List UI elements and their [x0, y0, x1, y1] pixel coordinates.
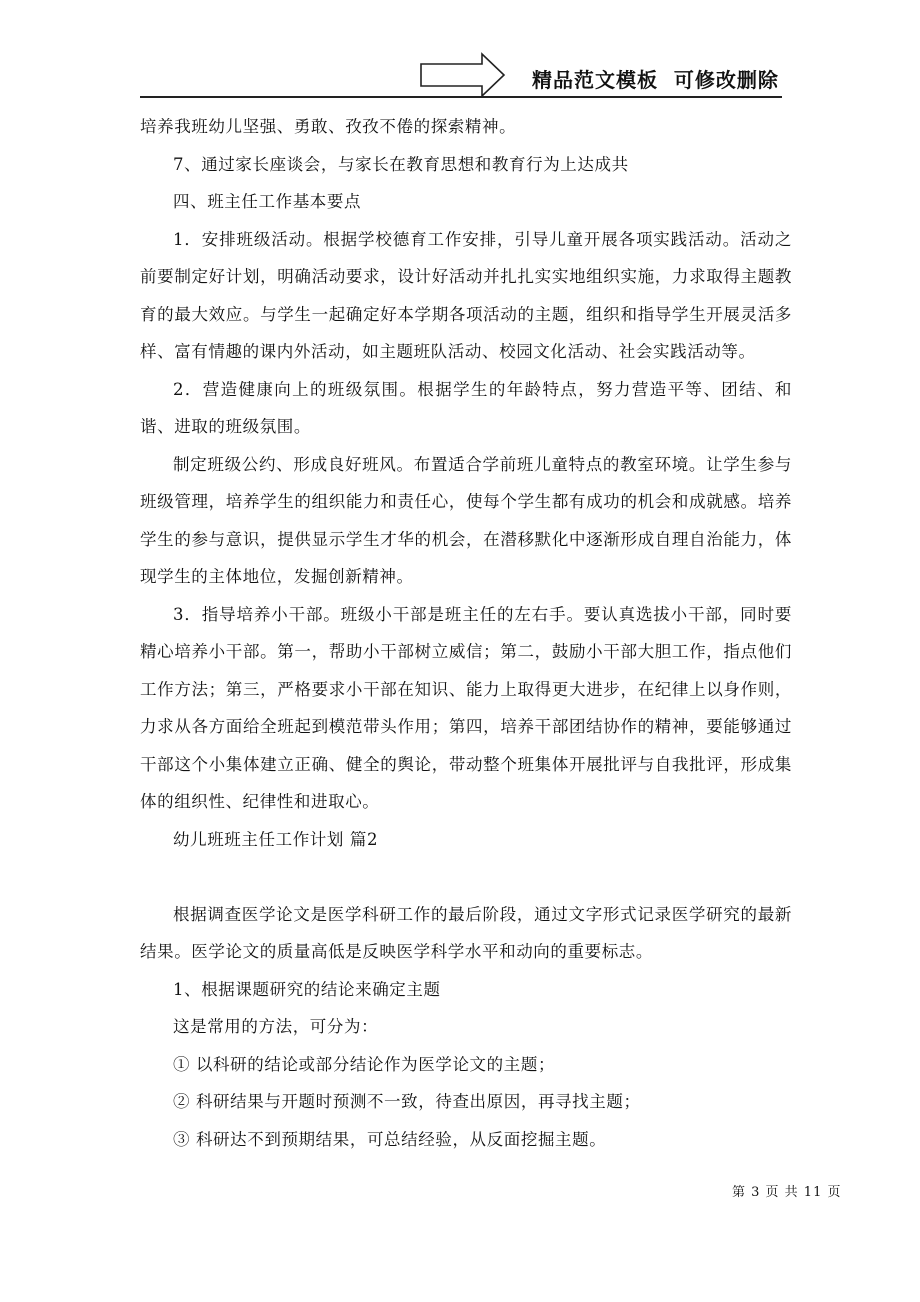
list-item: ③ 科研达不到预期结果，可总结经验，从反面挖掘主题。 — [173, 1129, 607, 1149]
paragraph: 制定班级公约、形成良好班风。布置适合学前班儿童特点的教室环境。让学生参与班级管理，培养学生的组织能力和责任心，使每个学生都有成功的机会和成就感。培养学生的参与意识，提供显示学生才华的机会，在潜移默化中逐渐形成自理自治能力，体现学生的主体地位，发掘创新精神。 — [140, 454, 792, 586]
blank-line — [140, 858, 792, 896]
paragraph: 1．安排班级活动。根据学校德育工作安排，引导儿童开展各项实践活动。活动之前要制定好计划，明确活动要求，设计好活动并扎扎实实地组织实施，力求取得主题教育的最大效应。与学生一起确定好本学期各项活动的主题，组织和指导学生开展灵活多样、富有情趣的课内外活动，如主题班队活动、校园文化活动、社会实践活动等。 — [140, 229, 792, 361]
paragraph: 7、通过家长座谈会，与家长在教育思想和教育行为上达成共 — [173, 154, 629, 174]
section-heading: 四、班主任工作基本要点 — [173, 192, 362, 211]
paragraph: 3．指导培养小干部。班级小干部是班主任的左右手。要认真选拔小干部，同时要精心培养小干部。第一，帮助小干部树立威信；第二，鼓励小干部大胆工作，指点他们工作方法；第三，严格要求小干部在知识、能力上取得更大进步，在纪律上以身作则，力求从各方面给全班起到模范带头作用；第四，培养干部团结协作的精神，要能够通过干部这个小集体建立正确、健全的舆论，带动整个班集体开展批评与自我批评，形成集体的组织性、纪律性和进取心。 — [140, 604, 792, 811]
paragraph: 根据调查医学论文是医学科研工作的最后阶段，通过文字形式记录医学研究的最新结果。医学论文的质量高低是反映医学科学水平和动向的重要标志。 — [140, 904, 792, 961]
list-item: ② 科研结果与开题时预测不一致，待查出原因，再寻找主题； — [173, 1092, 641, 1111]
paragraph: 1、根据课题研究的结论来确定主题 — [173, 979, 441, 999]
paragraph: 2．营造健康向上的班级氛围。根据学生的年龄特点，努力营造平等、团结、和谐、进取的班级氛围。 — [140, 379, 792, 436]
paragraph: 培养我班幼儿坚强、勇敢、孜孜不倦的探索精神。 — [140, 117, 517, 136]
header-divider — [140, 96, 782, 98]
document-body — [140, 108, 792, 1158]
page-number: 第 3 页 共 11 页 — [732, 1185, 842, 1200]
list-item: ① 以科研的结论或部分结论作为医学论文的主题； — [173, 1054, 556, 1074]
article-title: 幼儿班班主任工作计划 篇2 — [173, 829, 379, 849]
paragraph: 这是常用的方法，可分为： — [173, 1017, 379, 1036]
right-arrow-icon — [420, 52, 506, 98]
header-title: 精品范文模板 可修改删除 — [532, 68, 779, 92]
